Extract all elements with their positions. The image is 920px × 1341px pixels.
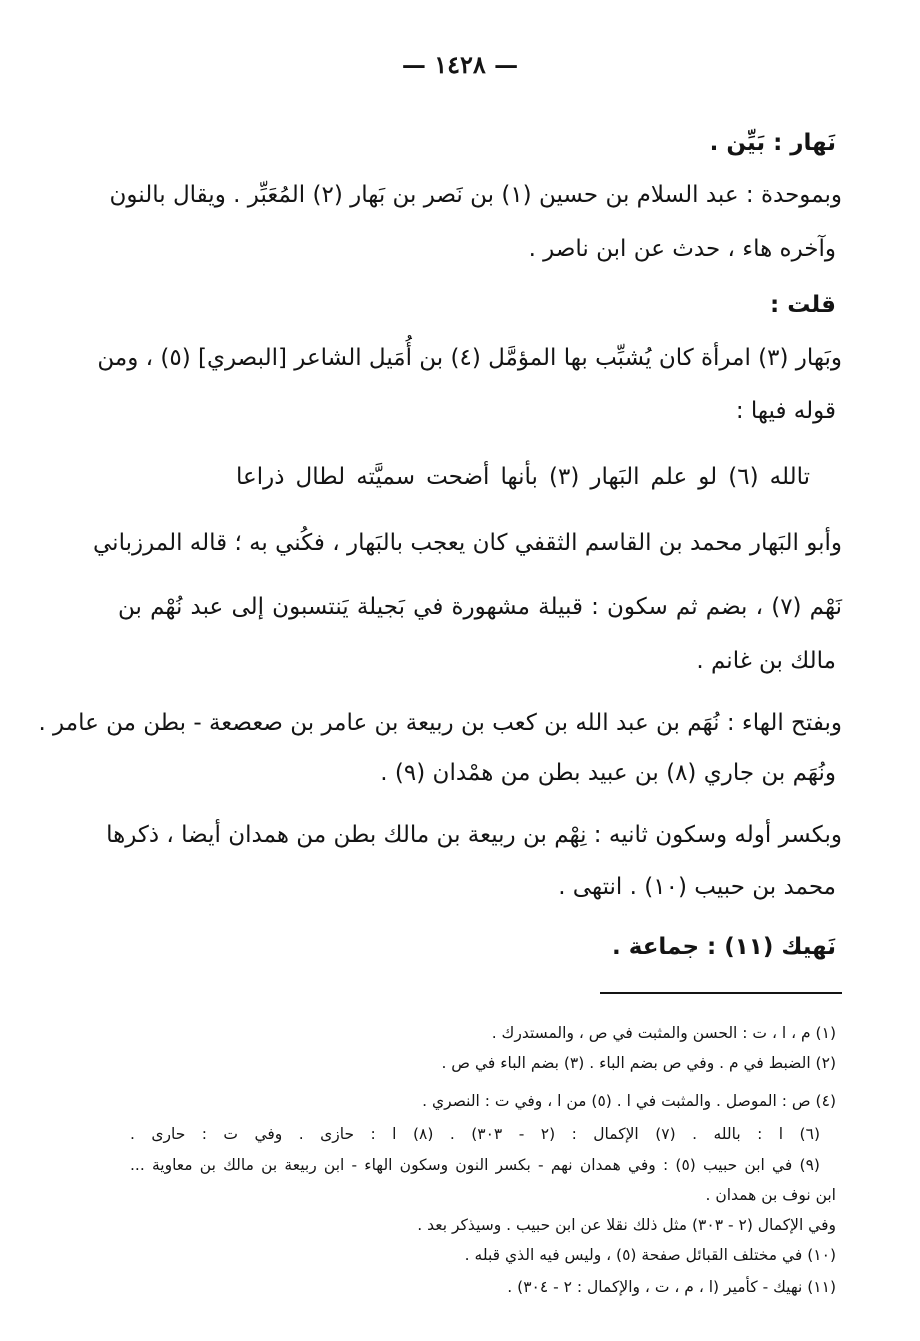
body-line: وبَهار (٣) امرأة كان يُشبِّب بها المؤمَّل (٤) بن أُمَيل الشاعر [البصري] (٥) ، ومن [97, 345, 842, 371]
body-line: محمد بن حبيب (١٠) . انتهى . [558, 874, 836, 900]
section-heading: قلت : [769, 292, 836, 318]
entry-nahar: نَهار : بَيِّن . [709, 130, 836, 156]
footnote-line: (٩) في ابن حبيب (٥) : وفي همدان نهم - بكسر النون وسكون الهاء - ابن ربيعة بن مالك بن معاوية ... [130, 1156, 820, 1174]
footnote-line: (١) م ، ا ، ت : الحسن والمثبت في ص ، والمستدرك . [491, 1024, 836, 1042]
body-line: قوله فيها : [735, 398, 836, 424]
entry-nahik: نَهيك (١١) : جماعة . [612, 934, 836, 960]
footnote-line: وفي الإكمال (٢ - ٣٠٣) مثل ذلك نقلا عن ابن حبيب . وسيذكر بعد . [417, 1216, 836, 1234]
footnote-line: ابن نوف بن همدان . [705, 1186, 836, 1204]
body-line: مالك بن غانم . [696, 648, 836, 674]
body-line: وبموحدة : عبد السلام بن حسين (١) بن نَصر بن بَهار (٢) المُعَبِّر . ويقال بالنون [109, 182, 842, 208]
footnote-line: (٢) الضبط في م . وفي ص بضم الباء . (٣) بضم الباء في ص . [441, 1054, 836, 1072]
body-line: وآخره هاء ، حدث عن ابن ناصر . [528, 236, 836, 262]
footnote-line: (٤) ص : الموصل . والمثبت في ا . (٥) من ا ، وفي ت : النصري . [422, 1092, 836, 1110]
body-line: وبكسر أوله وسكون ثانيه : نِهْم بن ربيعة بن مالك بطن من همدان أيضا ، ذكرها [106, 822, 842, 848]
footnote-line: (١٠) في مختلف القبائل صفحة (٥) ، وليس فيه الذي قبله . [464, 1246, 836, 1264]
body-line: وبفتح الهاء : نُهَم بن عبد الله بن كعب بن ربيعة بن عامر بن صعصعة - بطن من عامر . [38, 710, 842, 736]
entry-nuhm: نَهْم (٧) ، بضم ثم سكون : قبيلة مشهورة في بَجيلة يَنتسبون إلى عبد نُهْم بن [118, 594, 842, 620]
page-number: — ١٤٢٨ — [401, 50, 519, 79]
footnote-separator [600, 992, 842, 994]
poem-verse: تالله (٦) لو علم البَهار (٣) بأنها أضحت سميَّته لطال ذراعا [236, 464, 810, 490]
footnote-line: (١١) نهيك - كأمير (ا ، م ، ت ، والإكمال : ٢ - ٣٠٤) . [507, 1278, 836, 1296]
body-line: ونُهَم بن جاري (٨) بن عبيد بطن من همْدان (٩) . [380, 760, 836, 786]
body-line: وأبو البَهار محمد بن القاسم الثقفي كان يعجب بالبَهار ، فكُني به ؛ قاله المرزباني [93, 530, 842, 556]
footnote-line: (٦) ا : بالله . (٧) الإكمال : (٢ - ٣٠٣) . (٨) ا : حازى . وفي ت : حارى . [130, 1125, 820, 1143]
